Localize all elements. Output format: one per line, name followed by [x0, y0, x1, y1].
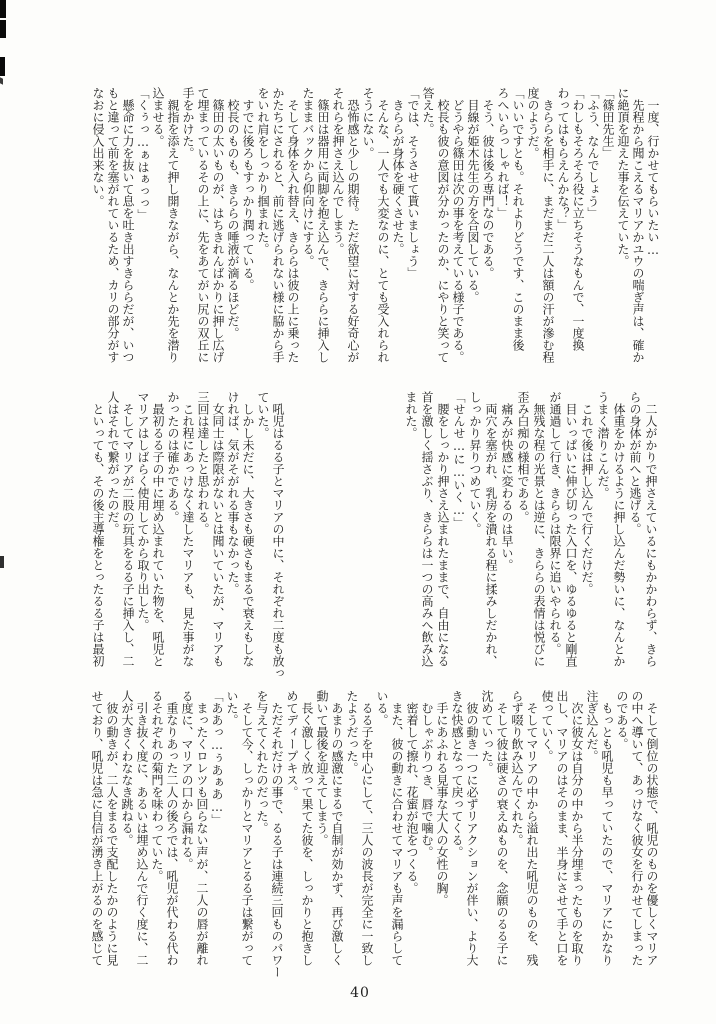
text-line: 二人がかりで押さえているにもかかわらず、きら	[644, 391, 658, 667]
text-line: らず啜り飲み込んでくれた。	[510, 690, 524, 846]
text-line: 目線が姫木先生の方を合図している。	[466, 87, 480, 303]
text-line: ていた。	[256, 391, 270, 439]
scan-artifact	[0, 77, 3, 84]
text-line: 長く激しく放って果てた彼を、しっかりと抱きし	[300, 690, 314, 966]
text-line: たままバックから仰向けにする。	[301, 87, 315, 267]
text-block-middle-left	[88, 391, 285, 679]
text-line: きな快感となって戻ってくる。	[450, 690, 464, 858]
text-line: 無残な程の光景とは逆に、きららの表情は悦びに	[532, 391, 546, 667]
text-line: これで後は押し込んで行くだけだ。	[580, 391, 594, 595]
text-line: いる。	[375, 690, 389, 726]
scan-artifact	[0, 556, 4, 568]
text-line: 動いて最後を迎えてしまう。	[315, 690, 329, 846]
text-line: それらを押さえ込んでしまう。	[331, 87, 345, 255]
text-line: 出し、マリアのはそのまま、半身にさせて手と口を	[555, 690, 569, 966]
text-line: の中へ導いて、あっけなく彼女を行かせてしまった	[630, 690, 644, 966]
text-line: をいれ肩をしっかり掴まれた。	[256, 87, 270, 255]
text-line: 先程から聞こえるマリアかユウの喘ぎ声は、確か	[631, 87, 645, 363]
text-line: これ程にあっけなく達したマリアも、見た事がな	[181, 391, 195, 667]
text-block-middle-right	[403, 391, 659, 673]
text-line: 手にあふれる見事な大人の女性の胸。	[435, 690, 449, 906]
text-line: 「ふう、なんでしょう」	[586, 87, 600, 219]
text-line: らの身体が前へと逃げる。	[628, 391, 642, 535]
text-line: 最初るる子の中に埋め込まれていた物を、吼児と	[151, 391, 165, 667]
text-block-bottom	[88, 690, 659, 978]
text-line: まったくロレツも回らない声が、二人の唇が離れ	[195, 690, 209, 966]
text-line: そして倒位の状態で、吼児のものを優しくマリア	[645, 690, 659, 966]
text-line: 痛みが快感に変わるのは早い。	[500, 391, 514, 571]
text-line: 吼児はるる子とマリアの中に、それぞれ二度も放っ	[271, 391, 285, 679]
text-line: わってはもらえんかな？」	[556, 87, 570, 231]
text-line: きららが身体を硬くさせた。	[391, 87, 405, 255]
text-line: あまりの感激にまるで自制が効かず、再び激しく	[330, 690, 344, 966]
text-line: 「ああっ…ぅあぁあ…」	[210, 690, 224, 826]
text-line: るそれぞれの菊門を味わっていた。	[150, 690, 164, 882]
text-line: 目いっぱいに伸び切った入口を、ゆるゆると剛直	[564, 391, 578, 667]
text-line: 人はそれで繋がったのだ。	[106, 391, 120, 535]
text-line: そしてマリアの中から溢れ出た吼児のものを、残	[525, 690, 539, 966]
text-line: 度のようだ。	[526, 87, 540, 159]
text-line: 次に彼女は自分の中から半分埋まったものを取り	[570, 690, 584, 966]
text-line: 密着して擦れ、花蜜が泡をつくる。	[405, 690, 419, 894]
text-line: るる子を中心にして、三人の波長が完全に一致し	[360, 690, 374, 966]
text-line: すでに後ろもすっかり潤っている。	[241, 87, 255, 291]
text-line: そして彼は硬さの衰えぬものを、念願のるる子に	[495, 690, 509, 966]
text-line: る度に、マリアの口から漏れる。	[180, 690, 194, 870]
text-line: たようだった。	[345, 690, 359, 774]
text-line: 恐怖感と少しの期待。ただ欲望に対する好奇心が	[346, 87, 360, 363]
text-line: もっとも吼児も早っていたので、マリアにかなり	[600, 690, 614, 966]
text-line: 使っていく。	[540, 690, 554, 762]
text-line: 親指を添えて押し開きながら、なんとか先を潜り	[166, 87, 180, 363]
text-line: めてディープキス。	[285, 690, 299, 798]
text-line: かったのは確かである。	[166, 391, 180, 523]
text-line: 女同士は際限がないとは聞いていたが、マリアも	[211, 391, 225, 667]
text-line: が通過して行き、きららは限界に追いやられる。	[548, 391, 562, 655]
page-footer	[80, 982, 640, 1001]
text-line: 校長も彼の意図が分かったのか、にやりと笑って	[436, 87, 450, 363]
text-line: きららを相手に、まだまだ二人は額の汗が滲む程	[541, 87, 555, 363]
text-line: 彼の動き一つに必ずリアクションが伴い、より大	[465, 690, 479, 966]
text-line: 両穴を塞がれ、乳房を潰れる程に揉みしだかれ、	[484, 391, 498, 667]
text-line: しかし未だに、大きさも硬さもまるで衰えもしな	[241, 391, 255, 667]
text-block-top	[88, 87, 660, 363]
text-line: せており、吼児は急に自信が湧き上がるのを感じて	[90, 690, 104, 966]
text-line: なおに侵入出来ない。	[91, 87, 105, 207]
text-line: といっても、その後主導権をとったるる子は最初	[91, 391, 105, 667]
text-line: 腰をしっかり押さえ込まれたままで、自由になる	[436, 391, 450, 667]
text-line: 「くぅっ…ぁはぁっっ」	[136, 87, 150, 221]
text-line: そんな、一人でも大変なのに、とても受入れられ	[376, 87, 390, 363]
text-line: いた。	[225, 690, 239, 726]
text-line: 校長のものも、きららの唾液が滴るほどだ。	[226, 87, 240, 339]
text-line: うまく潜りこんだ。	[596, 391, 610, 499]
text-line: 「せんせ…に…いく…」	[452, 391, 466, 529]
text-line: 答えた。	[421, 87, 435, 135]
page-number: 40	[350, 985, 370, 1001]
text-line: 彼の動きが、二人をまるで支配したかのように見	[105, 690, 119, 966]
text-line: 引き抜く度に、あるいは埋め込んで行く度に、二	[135, 690, 149, 966]
text-line: 重なりあった二人の後ろでは、吼児が代わる代わ	[165, 690, 179, 966]
text-line: 注ぎ込んだ。	[585, 690, 599, 762]
text-line: ろへいらっしゃれば！」	[496, 87, 510, 219]
text-line: 篠田は器用に両脚を抱え込んで、きららに挿入し	[316, 87, 330, 363]
text-line: ければ、気がそがれる事もなかった。	[226, 391, 240, 595]
text-line: むしゃぶりつき、唇で噛む。	[420, 690, 434, 858]
text-line: のである。	[615, 690, 629, 750]
text-line: て埋まっているその上に、先をあてがい尻の双丘に	[196, 87, 210, 363]
text-line: 沈めていった。	[480, 690, 494, 774]
text-line: 「わしもそろそろ役に立ちそうなもんで、一度換	[571, 87, 585, 351]
scan-artifact	[0, 57, 5, 76]
text-line: しっかり昇りつめていく。	[468, 391, 482, 535]
text-line: かたちにされると、前に逃げられない様に脇から手	[271, 87, 285, 363]
text-line: そう、彼は後ろ専門なのである。	[481, 87, 495, 279]
text-line: そして今、しっかりとマリアとるる子は繋がって	[240, 690, 254, 966]
text-line: そしてマリアが二股の玩具をるる子に挿入し、二	[121, 391, 135, 667]
text-line: 「篠田先生」	[601, 87, 615, 159]
text-line: 手をかけた。	[181, 87, 195, 159]
text-line: マリアはしばらく使用してから取り出した。	[136, 391, 150, 631]
scan-artifact	[0, 20, 6, 38]
text-line: 「では、そうさせて貰いましょう」	[406, 87, 420, 279]
text-line: 三回は達したと思われる。	[196, 391, 210, 535]
text-line: どうやら篠田は次の事を考えている様子である。	[451, 87, 465, 363]
text-line: そうにない。	[361, 87, 375, 159]
text-line: 歪み白痴の様相である。	[516, 391, 530, 523]
text-line: に絶頂を迎えた事を伝えていた。	[616, 87, 630, 267]
text-line: 込ませる。	[151, 87, 165, 147]
text-line: まれた。	[404, 391, 418, 439]
scan-artifact	[0, 0, 6, 18]
text-line: ただそれだけの事で、るる子は連続三回ものパワー	[270, 690, 284, 978]
text-line: もと違って前を塞がれているため、カリの部分がす	[106, 87, 120, 363]
text-line: 懸命に力を抜いて息を吐き出すきららだが、いつ	[121, 87, 135, 363]
text-line: 「いいですとも。それよりどうです、このまま後	[511, 87, 525, 351]
text-line: を与えてくれたのだった。	[255, 690, 269, 834]
text-line: 人が大きくわななき跳ねる。	[120, 690, 134, 846]
text-line: そして身体を入れ替え、きららは彼の上に乗った	[286, 87, 300, 363]
text-line: 首を激しく揺さぶり、きららは一つの高みへ飲み込	[420, 391, 434, 667]
text-line: 篠田の太いものが、はちきれんばかりに押し広げ	[211, 87, 225, 363]
text-line: 体重をかけるように押し込んだ勢いに、なんとか	[612, 391, 626, 667]
text-line: 一度、行かせてもらいたい…	[646, 87, 660, 257]
text-line: また、彼の動きに合わせてマリアも声を漏らして	[390, 690, 404, 966]
